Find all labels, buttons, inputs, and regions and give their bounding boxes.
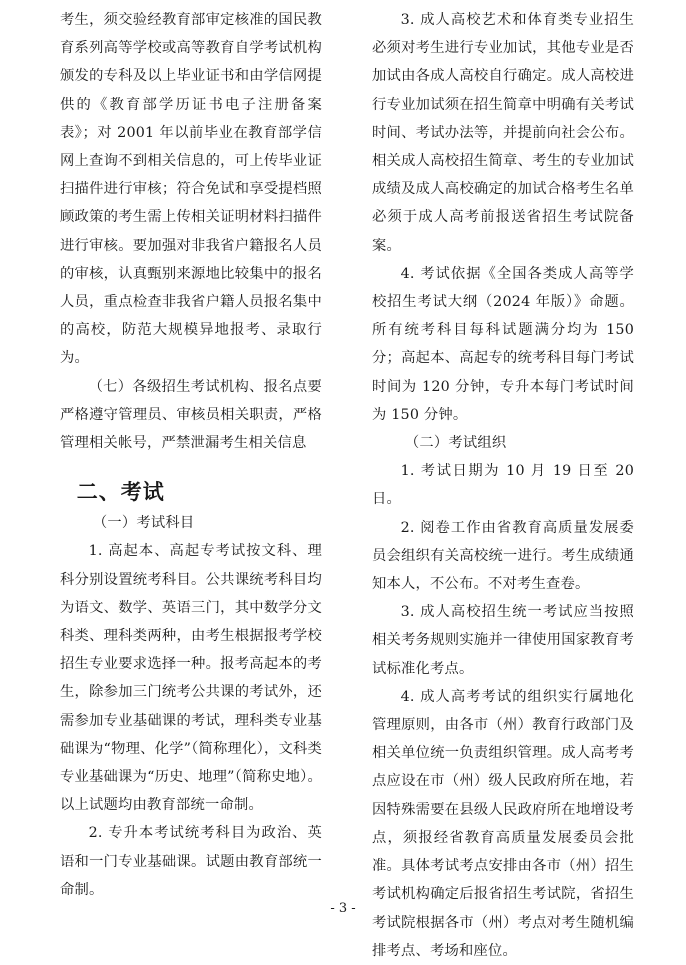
subsection-heading-subjects: （一）考试科目 <box>92 515 195 532</box>
paragraph-organization-4: 4. 成人高考考试的组织实行属地化管理原则，由各市（州）教育行政部门及相关单位统一负责组织管理。成人高考考点应设在市（州）级人民政府所在地，若因特殊需要在县级人民政府所在地增设考点，须报经省教育高质量发展委员会批准。具体考试考点安排由各市（州）招生考试机构确定后报省招生考试院，省招生考试院根据各市（州）考点对考生随机编排考点、考场和座位。 <box>372 688 634 959</box>
paragraph-organization-1: 1. 考试日期为 10 月 19 日至 20 日。 <box>372 463 634 508</box>
paragraph-subjects-4: 4. 考试依据《全国各类成人高等学校招生考试大纲（2024 年版）》命题。所有统考科目每科试题满分均为 150 分；高起本、高起专的统考科目每门考试时间为 120 分钟，专升本每门考试时间为 150 分钟。 <box>372 265 634 423</box>
paragraph-subjects-3: 3. 成人高校艺术和体育类专业招生必须对考生进行专业加试，其他专业是否加试由各成人高校自行确定。成人高校进行专业加试须在招生简章中明确有关考试时间、考试办法等，并提前向社会公布。相关成人高校招生简章、考生的专业加试成绩及成人高校确定的加试合格考生名单必须于成人高考前报送省招生考试院备案。 <box>372 12 634 254</box>
paragraph-continued: 考生，须交验经教育部审定核准的国民教育系列高等学校或高等教育自学考试机构颁发的专科及以上毕业证书和由学信网提供的《教育部学历证书电子注册备案表》；对 2001 年以前毕业在教育部学信网上查询不到相关信息的，可上传毕业证扫描件进行审核；符合免试和享受提档照顾政策的考生需上传相关证明材料扫描件进行审核。要加强对非我省户籍报名人员的审核，认真甄别来源地比较集中的报名人员，重点检查非我省户籍人员报名集中的高校，防范大规模异地报考、录取行为。 <box>60 12 322 367</box>
paragraph-organization-3: 3. 成人高校招生统一考试应当按照相关考务规则实施并一律使用国家教育考试标准化考点。 <box>372 604 634 677</box>
paragraph-item-7: （七）各级招生考试机构、报名点要严格遵守管理员、审核员相关职责，严格管理相关帐号，严禁泄漏考生相关信息 <box>60 378 322 452</box>
paragraph-subjects-2: 2. 专升本考试统考科目为政治、英语和一门专业基础课。试题由教育部统一命制。 <box>60 825 322 898</box>
section-heading-exam: 二、考试 <box>76 480 165 505</box>
right-column <box>372 6 634 965</box>
left-column <box>60 6 322 904</box>
subsection-heading-organization: （二）考试组织 <box>404 435 507 452</box>
paragraph-subjects-1: 1. 高起本、高起专考试按文科、理科分别设置统考科目。公共课统考科目均为语文、数学、英语三门，其中数学分文科类、理科类两种，由考生根据报考学校招生专业要求选择一种。报考高起本的考生，除参加三门统考公共课的考试外，还需参加专业基础课的考试，理科类专业基础课为“物理、化学”（简称理化），文科类专业基础课为“历史、地理”（简称史地）。以上试题均由教育部统一命制。 <box>60 543 322 814</box>
paragraph-organization-2: 2. 阅卷工作由省教育高质量发展委员会组织有关高校统一进行。考生成绩通知本人，不公布。不对考生查卷。 <box>372 519 634 593</box>
page-number: - 3 - <box>330 901 356 916</box>
